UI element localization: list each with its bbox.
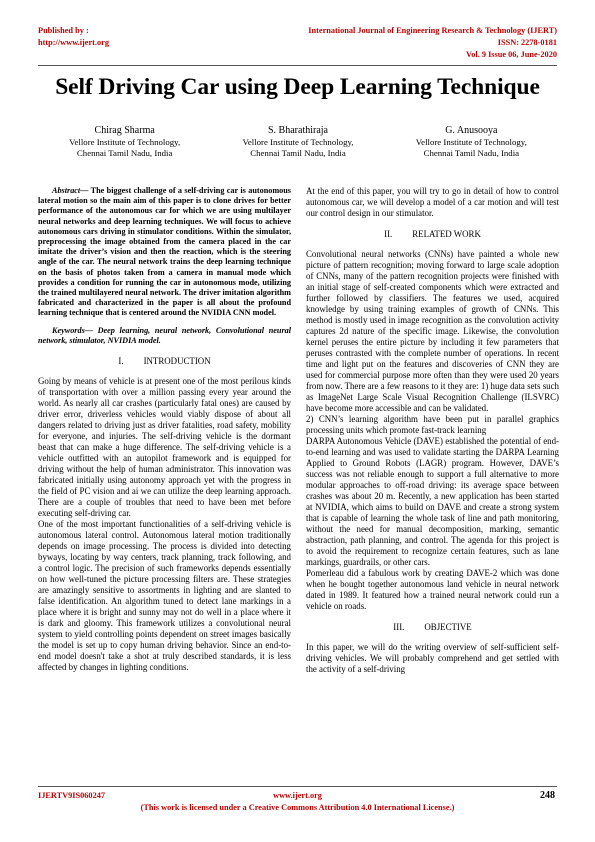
footer-rule <box>38 786 557 787</box>
paragraph: 2) CNN’s learning algorithm have been put in parallel graphics processing units which promote fast-track learning <box>306 414 559 435</box>
paper-id: IJERTV9IS060247 <box>38 791 106 800</box>
author-affiliation: Vellore Institute of Technology, <box>69 137 181 147</box>
section-heading-introduction: I. INTRODUCTION <box>118 356 211 367</box>
paragraph: Going by means of vehicle is at present one of the most perilous kinds of transportation with over a million passing every year around the world. As nearly all car crashes (particularly fatal ones) are caused by driver error, driverless vehicles would viably dispose of about all dangers related to driving just as driver fatalities, road safety, mobility for everyone, and injuries. The self-driving vehicle is the dormant beast that can make a huge difference. The self-driving vehicle is a vehicle outfitted with an autopilot framework and is equipped for driving without the help of human administrator. This innovation was fabricated initially using autonomy approach yet with the progress in the field of PC vision and ai we can utilize the deep learning approach. There are a couple of troubles that need to have been met before executing self-driving car. <box>38 376 291 519</box>
author-name: G. Anusooya <box>445 125 498 136</box>
header-right <box>308 25 557 61</box>
left-column <box>38 186 291 673</box>
paragraph: Convolutional neural networks (CNNs) have painted a whole new picture of pattern recognition; moving forward to large scale adoption of CNNs, many of the pattern recognition projects were finished with an initial stage of self-created components which were extracted and further followed by classifiers. The features we used, acquired knowledge by using training examples of growth of CNNs. This method is mostly used in image recognition as the convolution activity captures 2d nature of the specific image. Likewise, the convolution kernel peruses the entire picture by including it few parameters that peruses contrasted with the complete number of operations. In recent time and light put on the features and discoveries of CNN they are used for commercial purpose more often than they were used 20 years from now. There are a few reasons to it they are: 1) huge data sets such as ImageNet Large Scale Visual Recognition Challenge (ILSVRC) have become more accessible and can be validated. <box>306 249 559 413</box>
header-site-link[interactable]: http://www.ijert.org <box>38 38 109 47</box>
license-note: (This work is licensed under a Creative Commons Attribution 4.0 International License.) <box>140 803 455 812</box>
author-2 <box>211 124 384 159</box>
keywords: Keywords— Deep learning, neural network, Convolutional neural network, stimulator, NVIDIA model. <box>38 325 291 345</box>
author-affiliation: Vellore Institute of Technology, <box>415 137 527 147</box>
paragraph: In this paper, we will do the writing overview of self-sufficient self-driving vehicles. We will probably comprehend and get settled with the activity of a self-driving <box>306 642 559 674</box>
right-column <box>306 186 559 675</box>
published-by: Published by : <box>38 26 89 35</box>
author-name: Chirag Sharma <box>94 125 155 136</box>
abstract-lead: Abstract— <box>52 186 89 195</box>
paragraph: Pomerleau did a fabulous work by creating DAVE-2 which was done when he bought together autonomous land vehicle in neural network dated in 1989. It featured how a trained neural network could run a vehicle on roads. <box>306 568 559 611</box>
section-heading-related-work: II. RELATED WORK <box>384 229 481 239</box>
page-number: 248 <box>540 790 555 801</box>
author-1 <box>38 124 211 159</box>
paper-title: Self Driving Car using Deep Learning Technique <box>55 74 540 100</box>
paragraph: One of the most important functionalities of a self-driving vehicle is autonomous lateral control. Autonomous lateral motion traditionally depends on image processing. The process is divided into detecting byways, locating by way centers, track planning, track following, and a control logic. The precision of such frameworks depends essentially on how well-tuned the picture processing filters are. These strategies are amazingly sensitive to assortments in lighting and are slanted to false identification. An algorithm tuned to detect lane markings in a place where it is bright and sunny may not do well in a place where it is dark and gloomy. This framework utilizes a convolutional neural system to yield controlling points dependent on street images basically the model is set up to copy human driving behavior. Since an end-to-end model doesn't take a shot at truly described standards, it is less affected by changes in lighting conditions. <box>38 519 291 673</box>
paragraph: At the end of this paper, you will try to go in detail of how to control autonomous car, we will develop a model of a car motion and will test our control design in our stimulator. <box>306 186 559 218</box>
author-affiliation: Vellore Institute of Technology, <box>242 137 354 147</box>
author-3 <box>385 124 558 159</box>
author-location: Chennai Tamil Nadu, India <box>250 148 346 158</box>
volume-issue: Vol. 9 Issue 06, June-2020 <box>466 50 557 59</box>
author-block <box>38 124 558 159</box>
journal-name: International Journal of Engineering Research & Technology (IJERT) <box>308 26 557 35</box>
footer-site-link[interactable]: www.ijert.org <box>273 791 322 800</box>
paragraph: DARPA Autonomous Vehicle (DAVE) established the potential of end-to-end learning and was used to validate starting the DARPA Learning Applied to Ground Robots (LAGR) program. However, DAVE’s success was not reliable enough to support a full alternative to more modular approaches to off-road driving: its average space between crashes was about 20 m. Recently, a new application has been started at NVIDIA, which aims to build on DAVE and create a strong system that is capable of learning the whole task of line and path monitoring, without the need for manual decomposition, marking, semantic abstraction, path planning, and control. The agenda for this project is to avoid the requirement to recognize certain features, such as lane markings, guardrails, or other cars. <box>306 436 559 567</box>
abstract <box>38 186 291 319</box>
issn: ISSN: 2278-0181 <box>497 38 557 47</box>
author-name: S. Bharathiraja <box>268 125 328 136</box>
author-location: Chennai Tamil Nadu, India <box>423 148 520 158</box>
header-rule <box>38 65 557 66</box>
abstract-text: The biggest challenge of a self-driving car is autonomous lateral motion so the main aim of this paper is to clone drives for better performance of the autonomous car for which we are using multilayer neural networks and deep learning techniques. We will focus to achieve autonomous cars driving in stimulator conditions. Within the simulator, preprocessing the image obtained from the camera placed in the car imitate the driver’s vision and then the reaction, which is the steering angle of the car. The neural network trains the deep learning technique on the basis of photos taken from a camera in manual mode which provides a condition for running the car in autonomous mode, utilizing the trained multilayered neural network. The driver imitation algorithm fabricated and characterized in the paper is all about the profound learning technique that is centered around the NVIDIA CNN model. <box>38 186 291 318</box>
author-location: Chennai Tamil Nadu, India <box>76 148 173 158</box>
section-heading-objective: III. OBJECTIVE <box>393 622 472 632</box>
header-left <box>38 25 109 49</box>
